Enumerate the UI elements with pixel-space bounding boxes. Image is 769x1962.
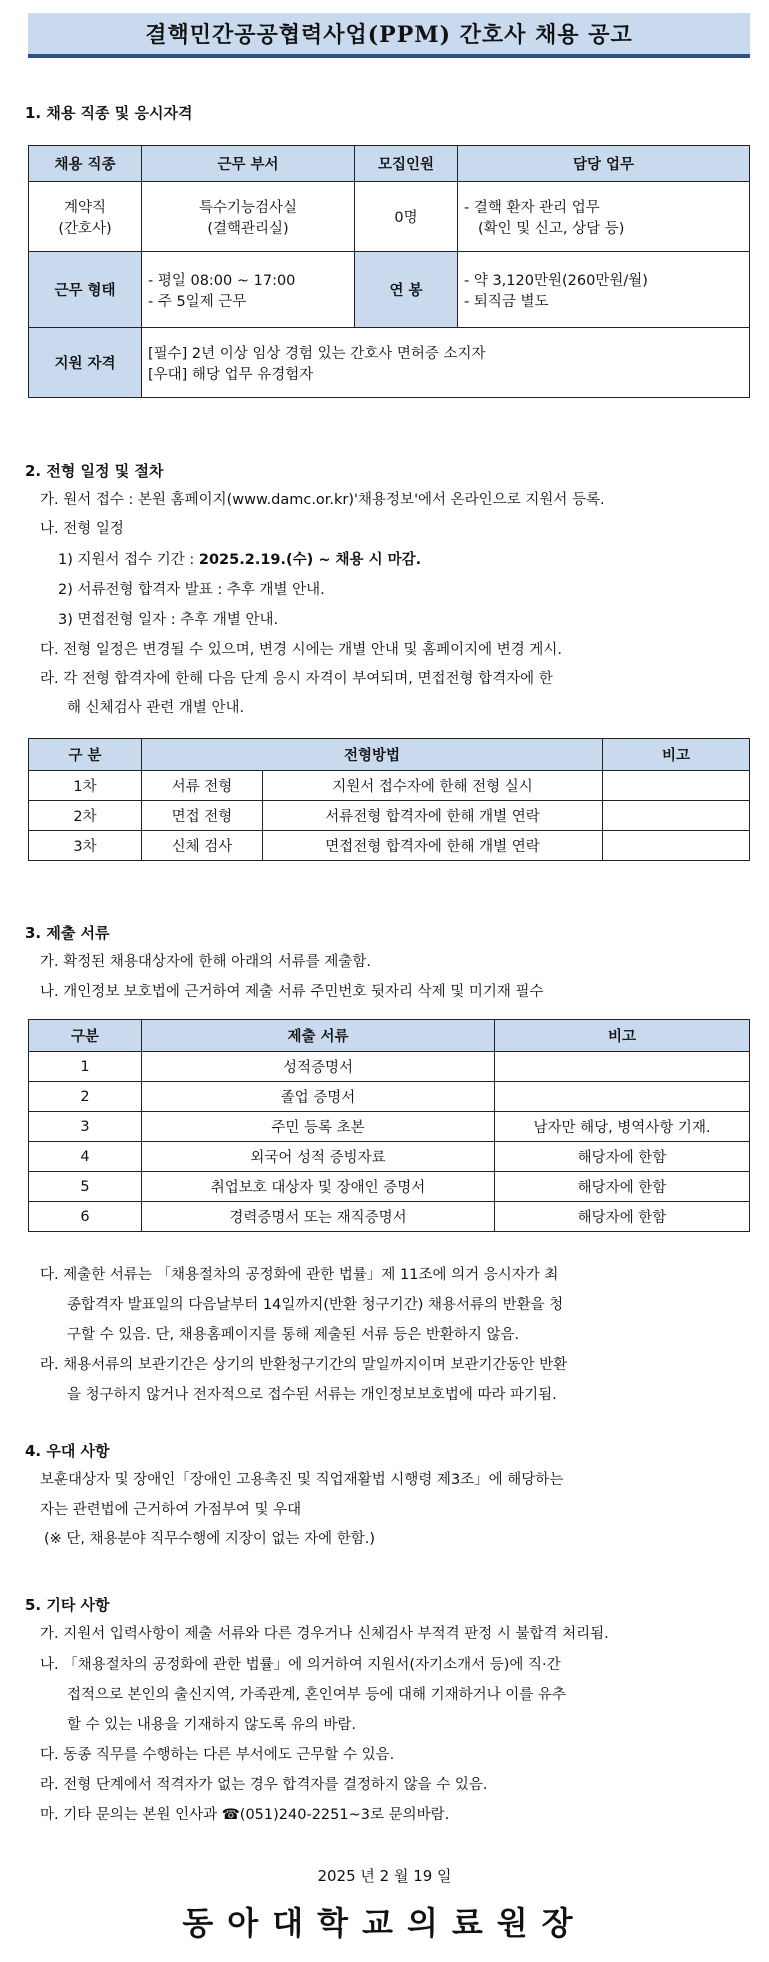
document-cell: 주민 등록 초본: [142, 1112, 495, 1142]
header-note: 비고: [603, 739, 750, 771]
work-line2: - 주 5일제 근무: [148, 293, 247, 310]
s4-line2: 자는 관련법에 근거하여 가점부여 및 우대: [40, 1502, 302, 1518]
header-note: 비고: [495, 1020, 750, 1052]
duty-line1: - 결핵 환자 관리 업무: [464, 199, 600, 216]
job-type-cell: [29, 182, 142, 252]
no-cell: 4: [29, 1142, 142, 1172]
salary-cell: [458, 252, 750, 328]
s2-schedule-2: 2) 서류전형 합격자 발표 : 추후 개별 안내.: [58, 582, 325, 598]
table-row: [29, 801, 750, 831]
s5-item-ma: 마. 기타 문의는 본원 인사과 ☎(051)240-2251~3로 문의바람.: [40, 1807, 450, 1823]
qualification-line2: [우대] 해당 업무 유경험자: [148, 366, 314, 383]
header-duty: 담당 업무: [458, 146, 750, 182]
qualification-line1: [필수] 2년 이상 임상 경험 있는 간호사 면허증 소지자: [148, 345, 486, 362]
s2-schedule-1-label: 1) 지원서 접수 기간 :: [58, 552, 199, 568]
s2-schedule-3: 3) 면접전형 일자 : 추후 개별 안내.: [58, 612, 279, 628]
s3-item-ga: 가. 확정된 채용대상자에 한해 아래의 서류를 제출함.: [40, 954, 372, 970]
s5-item-na-line1: 나. 「채용절차의 공정화에 관한 법률」에 의거하여 지원서(자기소개서 등)에 직·간: [40, 1657, 561, 1673]
method-name-cell: 면접 전형: [142, 801, 263, 831]
header-step: 구 분: [29, 739, 142, 771]
count-cell: 0명: [355, 182, 458, 252]
no-cell: 6: [29, 1202, 142, 1232]
step-cell: 2차: [29, 801, 142, 831]
s3-item-da-line3: 구할 수 있음. 단, 채용홈페이지를 통해 제출된 서류 등은 반환하지 않음.: [67, 1327, 520, 1343]
no-cell: 3: [29, 1112, 142, 1142]
s5-item-ra: 라. 전형 단계에서 적격자가 없는 경우 합격자를 결정하지 않을 수 있음.: [40, 1777, 488, 1793]
page-title: 결핵민간공공협력사업(PPM) 간호사 채용 공고: [28, 13, 750, 58]
document-cell: 성적증명서: [142, 1052, 495, 1082]
note-cell: [495, 1052, 750, 1082]
note-cell: 남자만 해당, 병역사항 기재.: [495, 1112, 750, 1142]
s5-item-ga: 가. 지원서 입력사항이 제출 서류와 다른 경우거나 신체검사 부적격 판정 시 불합격 처리됨.: [40, 1626, 609, 1642]
section-2-heading: 2. 전형 일정 및 절차: [25, 462, 164, 480]
position-table: [28, 145, 750, 398]
method-desc-cell: 지원서 접수자에 한해 전형 실시: [263, 771, 603, 801]
s3-item-ra-line2: 을 청구하지 않거나 전자적으로 접수된 서류는 개인정보보호법에 따라 파기됨.: [67, 1387, 557, 1403]
header-job-type: 채용 직종: [29, 146, 142, 182]
method-desc-cell: 서류전형 합격자에 한해 개별 연락: [263, 801, 603, 831]
header-document: 제출 서류: [142, 1020, 495, 1052]
no-cell: 5: [29, 1172, 142, 1202]
note-cell: [603, 771, 750, 801]
step-cell: 3차: [29, 831, 142, 861]
s5-item-da: 다. 동종 직무를 수행하는 다른 부서에도 근무할 수 있음.: [40, 1747, 395, 1763]
s4-line1: 보훈대상자 및 장애인「장애인 고용촉진 및 직업재활법 시행령 제3조」에 해당하는: [40, 1472, 564, 1488]
table-row: [29, 1112, 750, 1142]
work-cell: [142, 252, 355, 328]
s3-item-da-line1: 다. 제출한 서류는 「채용절차의 공정화에 관한 법률」제 11조에 의거 응시자가 최: [40, 1267, 559, 1283]
salary-line1: - 약 3,120만원(260만원/월): [464, 272, 648, 289]
document-cell: 취업보호 대상자 및 장애인 증명서: [142, 1172, 495, 1202]
note-cell: [603, 831, 750, 861]
note-cell: 해당자에 한함: [495, 1142, 750, 1172]
document-cell: 졸업 증명서: [142, 1082, 495, 1112]
qualification-label: 지원 자격: [29, 328, 142, 398]
s5-item-na-line3: 할 수 있는 내용을 기재하지 않도록 유의 바람.: [67, 1717, 356, 1733]
header-no: 구분: [29, 1020, 142, 1052]
section-4-heading: 4. 우대 사항: [25, 1442, 110, 1460]
table-row: [29, 771, 750, 801]
section-5-heading: 5. 기타 사항: [25, 1596, 110, 1614]
duty-line2: (확인 및 신고, 상담 등): [478, 220, 625, 237]
work-label: 근무 형태: [29, 252, 142, 328]
no-cell: 2: [29, 1082, 142, 1112]
job-type-line1: 계약직: [63, 199, 107, 216]
method-name-cell: 서류 전형: [142, 771, 263, 801]
s2-item-da: 다. 전형 일정은 변경될 수 있으며, 변경 시에는 개별 안내 및 홈페이지에 변경 게시.: [40, 642, 562, 658]
table-row: [29, 1142, 750, 1172]
s2-item-na: 나. 전형 일정: [40, 521, 124, 537]
step-cell: 1차: [29, 771, 142, 801]
s2-item-ga: 가. 원서 접수 : 본원 홈페이지(www.damc.or.kr)'채용정보'에서 온라인으로 지원서 등록.: [40, 492, 605, 508]
duty-cell: [458, 182, 750, 252]
s2-schedule-1-period: 2025.2.19.(수) ~ 채용 시 마감.: [198, 552, 422, 568]
s4-line3: (※ 단, 채용분야 직무수행에 지장이 없는 자에 한함.): [44, 1531, 376, 1547]
document-cell: 경력증명서 또는 재직증명서: [142, 1202, 495, 1232]
table-row: [29, 1052, 750, 1082]
department-cell: [142, 182, 355, 252]
header-department: 근무 부서: [142, 146, 355, 182]
document-cell: 외국어 성적 증빙자료: [142, 1142, 495, 1172]
s3-item-na: 나. 개인정보 보호법에 근거하여 제출 서류 주민번호 뒷자리 삭제 및 미기재 필수: [40, 984, 544, 1000]
documents-table: [28, 1019, 750, 1232]
s2-schedule-1: [58, 550, 421, 570]
s5-item-na-line2: 접적으로 본인의 출신지역, 가족관계, 혼인여부 등에 대해 기재하거나 이를 유추: [67, 1687, 566, 1703]
notice-date: 2025 년 2 월 19 일: [317, 1867, 452, 1885]
note-cell: 해당자에 한함: [495, 1202, 750, 1232]
method-desc-cell: 면접전형 합격자에 한해 개별 연락: [263, 831, 603, 861]
header-method: 전형방법: [142, 739, 603, 771]
signature: 동아대학교의료원장: [182, 1904, 587, 1942]
note-cell: [495, 1082, 750, 1112]
selection-table: [28, 738, 750, 861]
s3-item-da-line2: 종합격자 발표일의 다음날부터 14일까지(반환 청구기간) 채용서류의 반환을 청: [67, 1297, 564, 1313]
qualification-cell: [142, 328, 750, 398]
table-row: [29, 1082, 750, 1112]
header-count: 모집인원: [355, 146, 458, 182]
note-cell: 해당자에 한함: [495, 1172, 750, 1202]
job-type-line2: (간호사): [58, 220, 112, 237]
section-1-heading: 1. 채용 직종 및 응시자격: [25, 104, 193, 122]
department-line1: 특수기능검사실: [198, 199, 298, 216]
no-cell: 1: [29, 1052, 142, 1082]
department-line2: (결핵관리실): [207, 220, 289, 237]
s2-item-ra-line2: 해 신체검사 관련 개별 안내.: [67, 700, 245, 716]
s2-item-ra-line1: 라. 각 전형 합격자에 한해 다음 단계 응시 자격이 부여되며, 면접전형 합격자에 한: [40, 671, 553, 687]
s3-item-ra-line1: 라. 채용서류의 보관기간은 상기의 반환청구기간의 말일까지이며 보관기간동안 반환: [40, 1357, 568, 1373]
salary-line2: - 퇴직금 별도: [464, 293, 549, 310]
salary-label: 연 봉: [355, 252, 458, 328]
table-row: [29, 831, 750, 861]
table-row: [29, 1172, 750, 1202]
section-3-heading: 3. 제출 서류: [25, 924, 110, 942]
table-row: [29, 1202, 750, 1232]
work-line1: - 평일 08:00 ~ 17:00: [148, 272, 296, 289]
method-name-cell: 신체 검사: [142, 831, 263, 861]
note-cell: [603, 801, 750, 831]
